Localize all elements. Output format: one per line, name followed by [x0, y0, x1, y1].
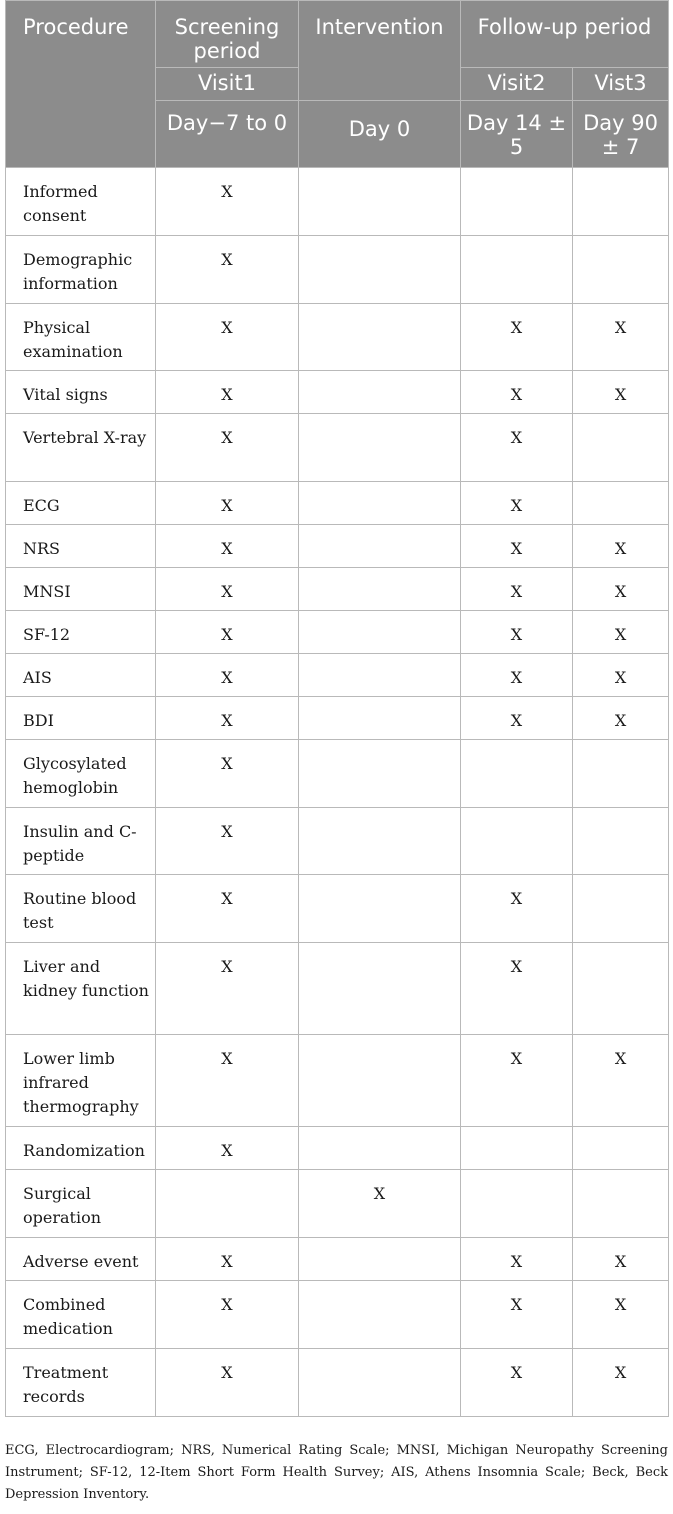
visit1-mark: X — [156, 875, 299, 943]
visit2-mark: X — [461, 525, 573, 568]
visit2-mark: X — [461, 943, 573, 1035]
visit3-mark: X — [573, 697, 669, 740]
visit1-mark: X — [156, 1035, 299, 1127]
table-row — [6, 414, 669, 482]
visit1-mark: X — [156, 414, 299, 482]
header-intervention: Intervention — [299, 1, 461, 101]
visit3-mark — [573, 1127, 669, 1170]
procedure-cell: Liver and kidney function — [6, 943, 156, 1035]
procedure-cell: AIS — [6, 654, 156, 697]
day0-mark — [299, 482, 461, 525]
visit1-mark: X — [156, 1349, 299, 1417]
visit2-mark: X — [461, 1281, 573, 1349]
visit1-mark: X — [156, 740, 299, 808]
visit3-mark — [573, 168, 669, 236]
day0-mark — [299, 525, 461, 568]
table-row — [6, 168, 669, 236]
visit3-mark — [573, 414, 669, 482]
table-row — [6, 875, 669, 943]
visit3-mark — [573, 1170, 669, 1238]
procedure-cell: SF-12 — [6, 611, 156, 654]
visit2-mark — [461, 236, 573, 304]
visit1-mark: X — [156, 1281, 299, 1349]
visit3-mark — [573, 236, 669, 304]
visit3-mark: X — [573, 1349, 669, 1417]
visit1-mark: X — [156, 525, 299, 568]
visit1-mark: X — [156, 236, 299, 304]
visit2-mark: X — [461, 875, 573, 943]
visit1-mark: X — [156, 654, 299, 697]
procedure-cell: Insulin and C-peptide — [6, 808, 156, 875]
day0-mark — [299, 1349, 461, 1417]
table-row — [6, 568, 669, 611]
table-row — [6, 1035, 669, 1127]
day0-mark — [299, 568, 461, 611]
visit1-mark: X — [156, 697, 299, 740]
procedure-cell: Glycosylated hemoglobin — [6, 740, 156, 808]
header-procedure: Procedure — [6, 1, 156, 168]
procedure-cell: Physical examination — [6, 304, 156, 371]
procedure-cell: Lower limb infrared thermography — [6, 1035, 156, 1127]
table-row — [6, 611, 669, 654]
visit3-mark — [573, 875, 669, 943]
visit2-mark: X — [461, 611, 573, 654]
header-visit1: Visit1 — [156, 68, 299, 101]
visit3-mark — [573, 943, 669, 1035]
visit2-mark: X — [461, 304, 573, 371]
procedure-cell: Surgical operation — [6, 1170, 156, 1238]
day0-mark — [299, 875, 461, 943]
table-row — [6, 236, 669, 304]
procedure-cell: Treatment records — [6, 1349, 156, 1417]
procedure-cell: Demographic information — [6, 236, 156, 304]
visit3-mark: X — [573, 568, 669, 611]
visit1-mark: X — [156, 611, 299, 654]
table-footnote: ECG, Electrocardiogram; NRS, Numerical Rating Scale; MNSI, Michigan Neuropathy Screening Instrument; SF-12, 12-Item Short Form Health Survey; AIS, Athens Insomnia Scale; Beck, Beck Depression Inventory. — [5, 1443, 668, 1502]
schedule-table-body — [6, 168, 669, 1417]
procedure-cell: Vital signs — [6, 371, 156, 414]
day0-mark — [299, 304, 461, 371]
day0-mark — [299, 654, 461, 697]
visit2-mark — [461, 168, 573, 236]
visit3-mark — [573, 808, 669, 875]
day0-mark — [299, 1281, 461, 1349]
table-row — [6, 740, 669, 808]
day0-mark: X — [299, 1170, 461, 1238]
visit1-mark: X — [156, 482, 299, 525]
table-row — [6, 1238, 669, 1281]
header-visit1-day: Day−7 to 0 — [156, 101, 299, 168]
header-visit2: Visit2 — [461, 68, 573, 101]
visit2-mark: X — [461, 1035, 573, 1127]
header-intervention-day: Day 0 — [299, 101, 461, 168]
visit3-mark: X — [573, 1238, 669, 1281]
procedure-cell: Adverse event — [6, 1238, 156, 1281]
visit2-mark — [461, 1127, 573, 1170]
day0-mark — [299, 168, 461, 236]
visit2-mark: X — [461, 568, 573, 611]
procedure-cell: Routine blood test — [6, 875, 156, 943]
visit1-mark: X — [156, 943, 299, 1035]
visit3-mark: X — [573, 304, 669, 371]
visit1-mark: X — [156, 168, 299, 236]
visit2-mark: X — [461, 1238, 573, 1281]
procedure-cell: Randomization — [6, 1127, 156, 1170]
visit1-mark: X — [156, 808, 299, 875]
table-row — [6, 525, 669, 568]
visit3-mark — [573, 740, 669, 808]
procedure-cell: NRS — [6, 525, 156, 568]
procedure-cell: Vertebral X-ray — [6, 414, 156, 482]
table-row — [6, 304, 669, 371]
day0-mark — [299, 236, 461, 304]
procedure-cell: Informed consent — [6, 168, 156, 236]
day0-mark — [299, 943, 461, 1035]
table-row — [6, 943, 669, 1035]
day0-mark — [299, 1127, 461, 1170]
visit3-mark: X — [573, 371, 669, 414]
visit3-mark: X — [573, 654, 669, 697]
header-visit2-day: Day 14 ± 5 — [461, 101, 573, 168]
visit3-mark: X — [573, 525, 669, 568]
day0-mark — [299, 740, 461, 808]
visit3-mark: X — [573, 1035, 669, 1127]
visit3-mark: X — [573, 611, 669, 654]
visit1-mark: X — [156, 1127, 299, 1170]
visit2-mark — [461, 1170, 573, 1238]
visit2-mark: X — [461, 414, 573, 482]
table-row — [6, 697, 669, 740]
table-row — [6, 1349, 669, 1417]
header-screening-period: Screening period — [156, 1, 299, 68]
day0-mark — [299, 1238, 461, 1281]
procedure-cell: Combined medication — [6, 1281, 156, 1349]
table-row — [6, 482, 669, 525]
header-visit3-day: Day 90 ± 7 — [573, 101, 669, 168]
visit1-mark: X — [156, 1238, 299, 1281]
visit2-mark — [461, 808, 573, 875]
table-row — [6, 654, 669, 697]
day0-mark — [299, 611, 461, 654]
visit2-mark: X — [461, 697, 573, 740]
table-row — [6, 371, 669, 414]
table-row — [6, 1170, 669, 1238]
schedule-table-container — [5, 0, 668, 1417]
visit3-mark — [573, 482, 669, 525]
visit3-mark: X — [573, 1281, 669, 1349]
procedure-cell: MNSI — [6, 568, 156, 611]
visit1-mark — [156, 1170, 299, 1238]
day0-mark — [299, 697, 461, 740]
visit2-mark — [461, 740, 573, 808]
visit2-mark: X — [461, 654, 573, 697]
day0-mark — [299, 371, 461, 414]
table-row — [6, 1281, 669, 1349]
table-row — [6, 1127, 669, 1170]
visit1-mark: X — [156, 304, 299, 371]
visit2-mark: X — [461, 482, 573, 525]
table-row — [6, 808, 669, 875]
day0-mark — [299, 1035, 461, 1127]
visit1-mark: X — [156, 371, 299, 414]
visit1-mark: X — [156, 568, 299, 611]
study-schedule-table — [5, 0, 669, 1417]
header-visit3: Vist3 — [573, 68, 669, 101]
header-follow-up-period: Follow-up period — [461, 1, 669, 68]
visit2-mark: X — [461, 371, 573, 414]
day0-mark — [299, 414, 461, 482]
visit2-mark: X — [461, 1349, 573, 1417]
day0-mark — [299, 808, 461, 875]
procedure-cell: ECG — [6, 482, 156, 525]
procedure-cell: BDI — [6, 697, 156, 740]
